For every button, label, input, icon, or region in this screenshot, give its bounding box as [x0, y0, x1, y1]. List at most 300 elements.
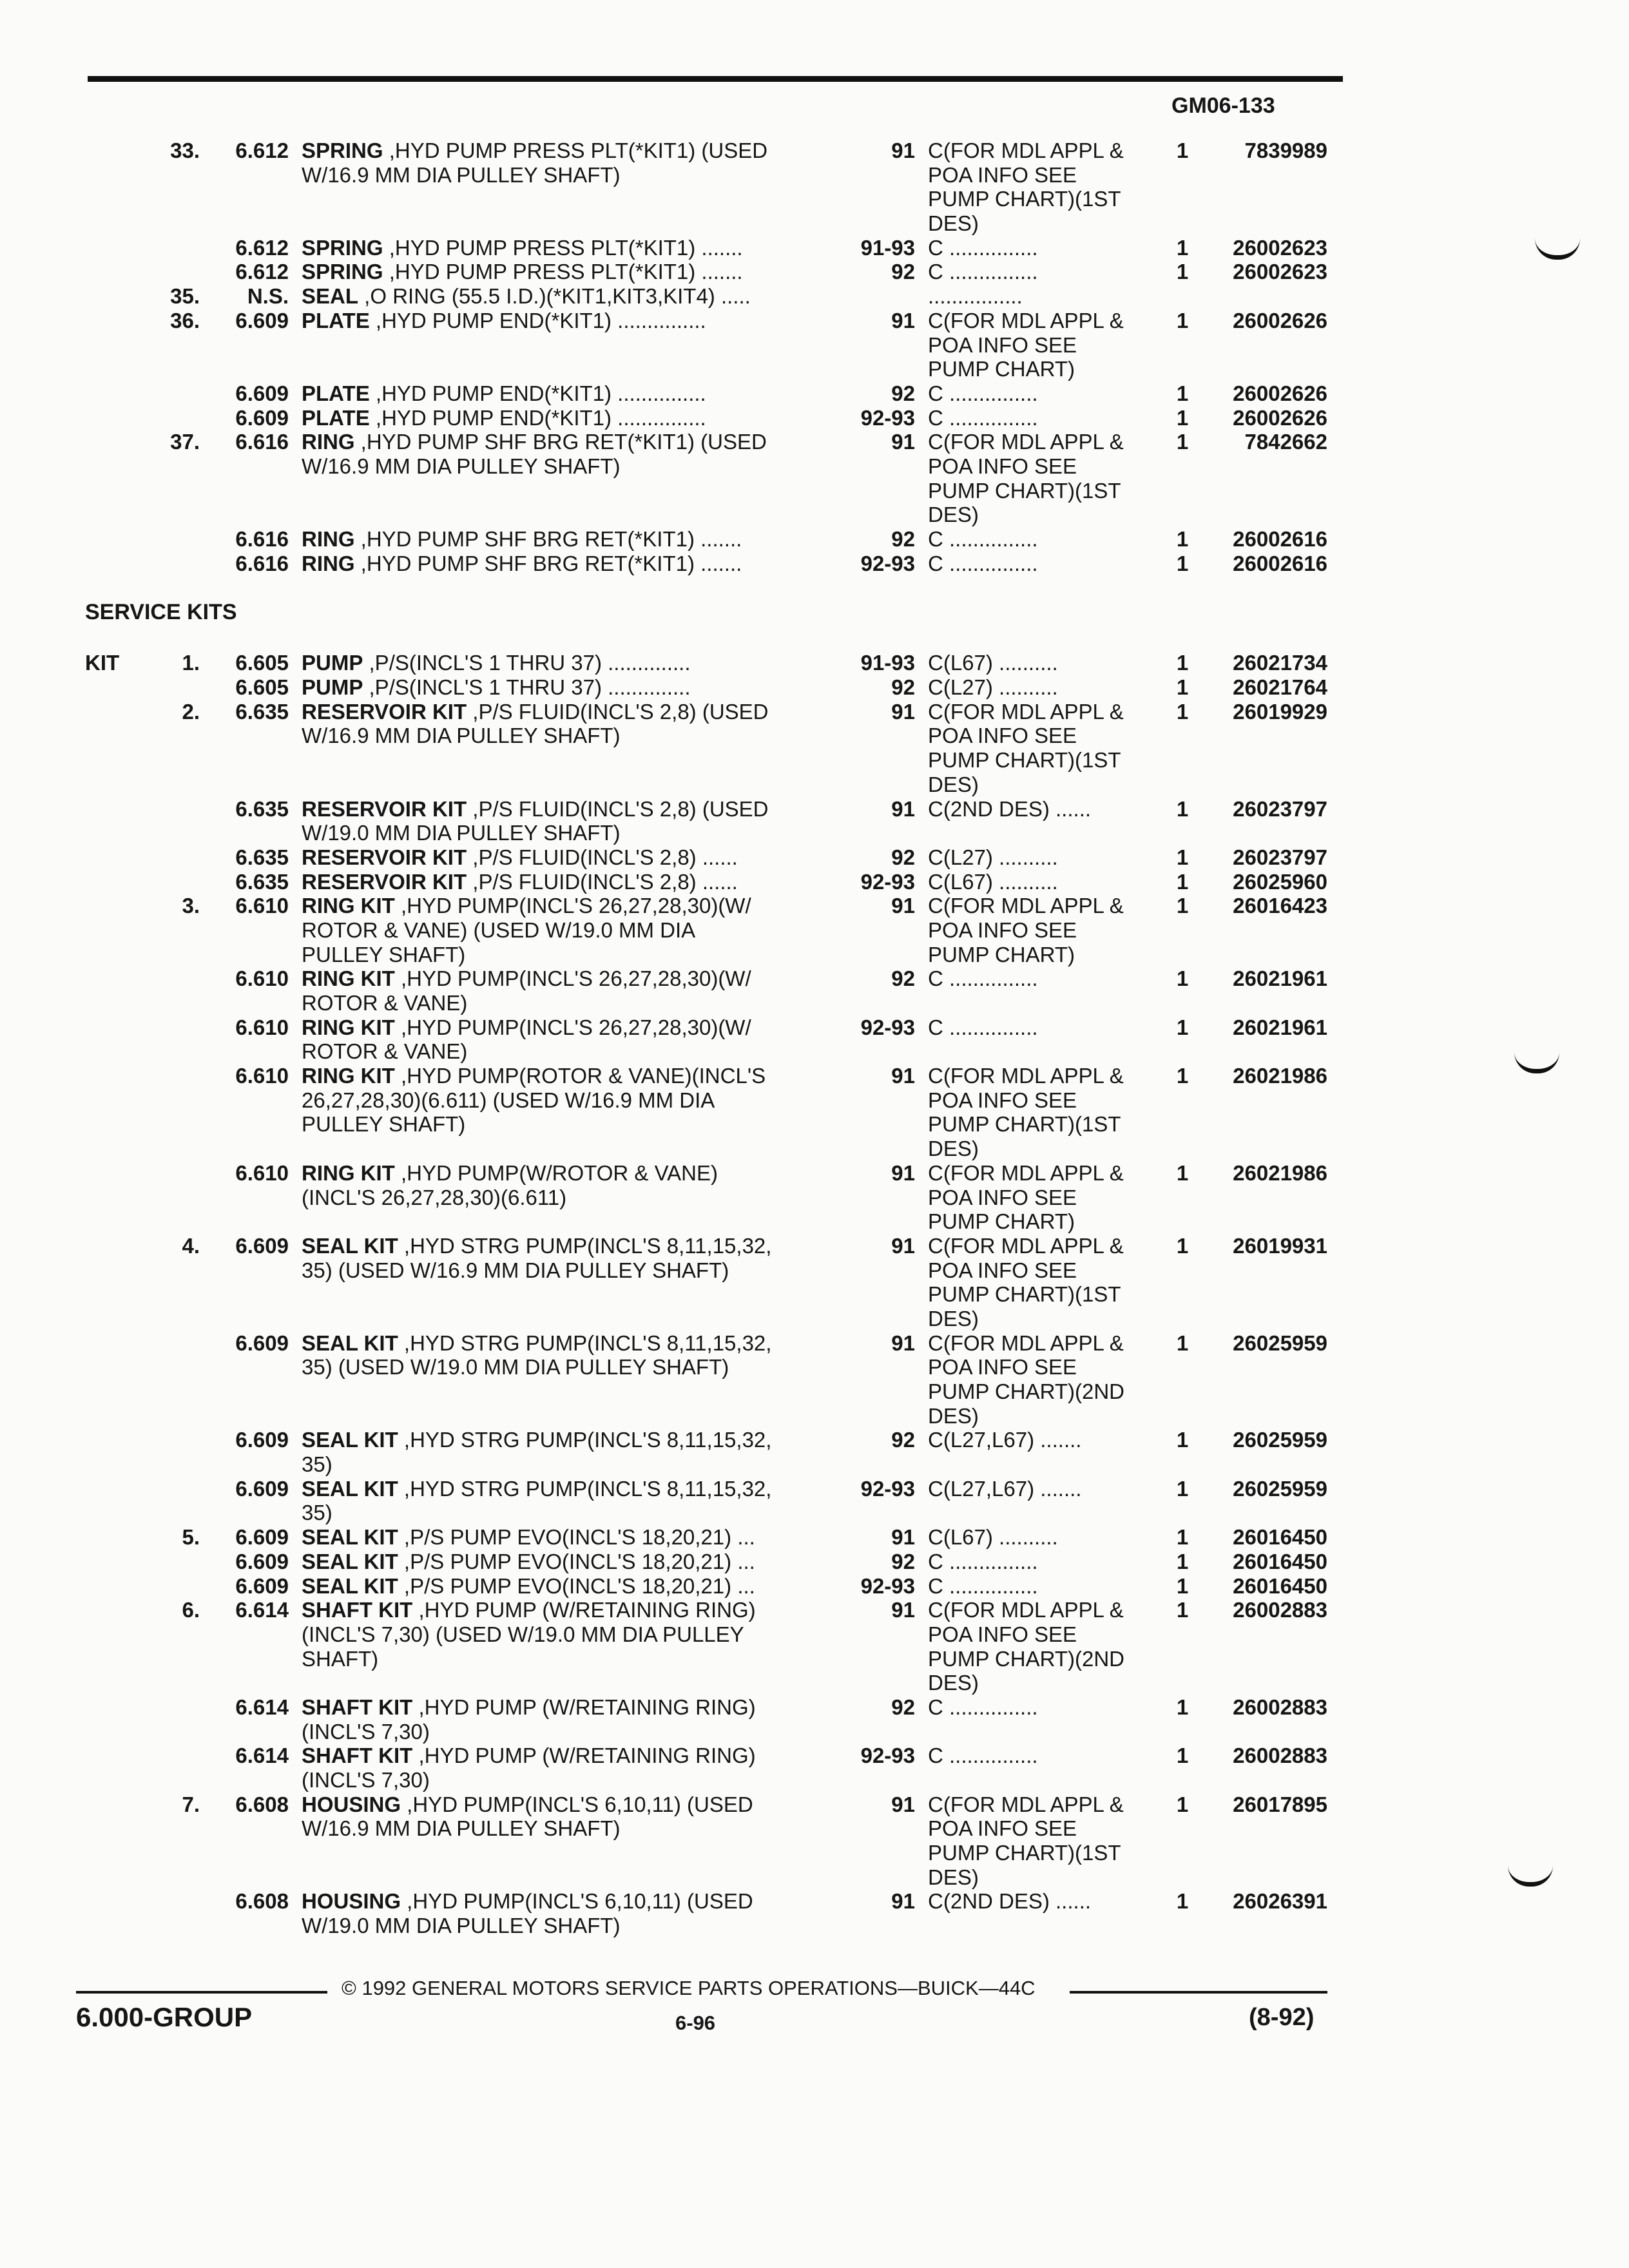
application: C(L27,L67) ....... — [928, 1428, 1082, 1452]
part-detail: ,HYD PUMP PRESS PLT(*KIT1) ....... — [383, 235, 743, 260]
part-number: 26016450 — [1233, 1525, 1327, 1550]
part-number: 26016423 — [1233, 894, 1327, 918]
group-number: 6.609 — [235, 1233, 289, 1258]
part-row — [0, 943, 1629, 967]
model-year: 92-93 — [860, 1744, 915, 1768]
part-description — [302, 1161, 718, 1186]
part-name: SEAL KIT — [302, 1331, 398, 1355]
part-number: 26016450 — [1233, 1573, 1327, 1598]
part-row — [0, 309, 1629, 333]
part-name: SEAL KIT — [302, 1525, 398, 1550]
part-name: RING — [302, 551, 355, 575]
model-year: 92-93 — [860, 869, 915, 894]
application: PUMP CHART)(1ST — [928, 187, 1121, 211]
part-row — [0, 700, 1629, 724]
quantity: 1 — [1176, 1889, 1189, 1914]
part-detail: ,HYD STRG PUMP(INCL'S 8,11,15,32, — [398, 1233, 772, 1258]
part-row — [0, 1064, 1629, 1088]
part-number: 26002616 — [1233, 551, 1327, 575]
application: DES) — [928, 503, 979, 527]
part-detail: ,P/S PUMP EVO(INCL'S 18,20,21) ... — [398, 1549, 755, 1573]
part-number: 26025959 — [1233, 1476, 1327, 1501]
application: C(FOR MDL APPL & — [928, 1792, 1124, 1816]
part-description — [302, 1816, 621, 1841]
group-number: 6.616 — [235, 551, 289, 575]
quantity: 1 — [1176, 1064, 1189, 1088]
application: POA INFO SEE — [928, 332, 1077, 357]
part-row — [0, 1161, 1629, 1186]
part-row — [0, 139, 1629, 163]
application: C ............... — [928, 1549, 1038, 1573]
part-row — [0, 1452, 1629, 1477]
part-detail: 35) (USED W/16.9 MM DIA PULLEY SHAFT) — [302, 1258, 729, 1282]
application: PUMP CHART)(1ST — [928, 478, 1121, 503]
part-number: 26002883 — [1233, 1598, 1327, 1622]
part-row — [0, 163, 1629, 187]
part-number: 26002623 — [1233, 235, 1327, 260]
part-description — [302, 870, 738, 894]
part-detail: 35) — [302, 1452, 333, 1477]
part-description — [302, 1768, 430, 1792]
group-number: 6.610 — [235, 1064, 289, 1088]
part-detail: ,O RING (55.5 I.D.)(*KIT1,KIT3,KIT4) ..... — [358, 284, 751, 309]
part-description — [302, 966, 751, 991]
part-number: 7842662 — [1244, 430, 1327, 454]
ref-number: 4. — [182, 1233, 200, 1258]
application: POA INFO SEE — [928, 162, 1077, 187]
part-row — [0, 870, 1629, 894]
part-row — [0, 1331, 1629, 1356]
part-description — [302, 1720, 430, 1744]
model-year: 92 — [891, 675, 915, 700]
part-name: HOUSING — [302, 1889, 401, 1914]
part-row — [0, 773, 1629, 797]
part-row — [0, 1720, 1629, 1744]
application: C(FOR MDL APPL & — [928, 1064, 1124, 1088]
part-row — [0, 1889, 1629, 1914]
part-name: RING — [302, 430, 355, 454]
group-number: 6.609 — [235, 1573, 289, 1598]
group-number: 6.616 — [235, 430, 289, 454]
quantity: 1 — [1176, 651, 1189, 675]
quantity: 1 — [1176, 1428, 1189, 1452]
part-description — [302, 1889, 753, 1914]
part-row — [0, 1258, 1629, 1283]
group-number: 6.609 — [235, 1476, 289, 1501]
group-number: 6.610 — [235, 1160, 289, 1185]
model-year: 91 — [891, 1331, 915, 1355]
part-detail: ,HYD PUMP SHF BRG RET(*KIT1) ....... — [354, 551, 742, 575]
part-number: 26021986 — [1233, 1160, 1327, 1185]
part-number: 26002626 — [1233, 308, 1327, 332]
part-description — [302, 1015, 751, 1040]
ref-number: 1. — [182, 651, 200, 675]
part-row — [0, 1865, 1629, 1890]
application: PUMP CHART) — [928, 357, 1075, 381]
part-number: 26021961 — [1233, 966, 1327, 991]
part-name: RING KIT — [302, 966, 395, 991]
part-description — [302, 406, 706, 430]
model-year: 91 — [891, 796, 915, 821]
application: PUMP CHART)(2ND — [928, 1379, 1124, 1403]
application: C ............... — [928, 1015, 1038, 1039]
part-number: 26023797 — [1233, 845, 1327, 869]
part-name: SHAFT KIT — [302, 1695, 413, 1719]
part-row — [0, 454, 1629, 479]
application: C(L27) .......... — [928, 675, 1058, 700]
application: DES) — [928, 1137, 979, 1161]
part-row — [0, 1792, 1629, 1817]
part-row — [0, 991, 1629, 1015]
part-description — [302, 1914, 621, 1938]
part-number: 26002883 — [1233, 1695, 1327, 1719]
part-description — [302, 430, 767, 454]
quantity: 1 — [1176, 845, 1189, 869]
quantity: 1 — [1176, 1331, 1189, 1355]
model-year: 91-93 — [860, 651, 915, 675]
model-year: 92 — [891, 1549, 915, 1573]
part-description — [302, 1550, 755, 1574]
quantity: 1 — [1176, 1573, 1189, 1598]
application: DES) — [928, 1306, 979, 1331]
part-detail: ,HYD PUMP END(*KIT1) ............... — [369, 405, 706, 430]
application: C ............... — [928, 966, 1038, 991]
part-number: 26002616 — [1233, 527, 1327, 551]
part-detail: ROTOR & VANE) (USED W/19.0 MM DIA — [302, 918, 696, 942]
part-row — [0, 1598, 1629, 1622]
part-number: 26023797 — [1233, 796, 1327, 821]
group-number: 6.608 — [235, 1889, 289, 1914]
part-detail: ,HYD PUMP(INCL'S 26,27,28,30)(W/ — [394, 1015, 751, 1039]
model-year: 92-93 — [860, 1476, 915, 1501]
part-description — [302, 918, 695, 943]
ref-number: 7. — [182, 1792, 200, 1816]
part-detail: ,HYD PUMP(INCL'S 26,27,28,30)(W/ — [394, 966, 751, 991]
application: C(FOR MDL APPL & — [928, 894, 1124, 918]
quantity: 1 — [1176, 1525, 1189, 1550]
application: DES) — [928, 1671, 979, 1695]
application: C ............... — [928, 1744, 1038, 1768]
part-row — [0, 1137, 1629, 1161]
part-detail: PULLEY SHAFT) — [302, 942, 466, 966]
part-description — [302, 1186, 566, 1210]
part-row — [0, 966, 1629, 991]
quantity: 1 — [1176, 1598, 1189, 1622]
part-description — [302, 527, 742, 552]
part-description — [302, 309, 706, 333]
application: PUMP CHART) — [928, 1209, 1075, 1234]
application: C(L67) .......... — [928, 651, 1058, 675]
group-number: 6.608 — [235, 1792, 289, 1816]
part-row — [0, 527, 1629, 552]
parts-list — [0, 139, 1629, 1938]
part-description — [302, 454, 621, 479]
part-row — [0, 1112, 1629, 1137]
application: POA INFO SEE — [928, 724, 1077, 748]
part-detail: ,HYD PUMP SHF BRG RET(*KIT1) (USED — [354, 430, 767, 454]
footer-rule-left — [76, 1991, 327, 1994]
application: DES) — [928, 772, 979, 796]
part-description — [302, 139, 767, 163]
part-detail: ,HYD PUMP(INCL'S 6,10,11) (USED — [401, 1792, 753, 1816]
part-name: SPRING — [302, 235, 383, 260]
footer-group: 6.000-GROUP — [76, 2002, 253, 2032]
part-detail: (INCL'S 7,30) — [302, 1768, 430, 1792]
part-detail: ,HYD PUMP (W/RETAINING RING) — [412, 1598, 756, 1622]
part-row — [0, 187, 1629, 211]
part-row — [0, 260, 1629, 284]
application: PUMP CHART) — [928, 942, 1075, 966]
part-row — [0, 651, 1629, 675]
part-description — [302, 1064, 766, 1088]
part-description — [302, 894, 751, 918]
part-name: RESERVOIR KIT — [302, 796, 467, 821]
group-number: N.S. — [247, 284, 289, 309]
part-detail: W/16.9 MM DIA PULLEY SHAFT) — [302, 162, 621, 187]
part-row — [0, 430, 1629, 454]
part-row — [0, 236, 1629, 260]
model-year: 92-93 — [860, 551, 915, 575]
group-number: 6.609 — [235, 308, 289, 332]
part-number: 26021961 — [1233, 1015, 1327, 1039]
part-number: 26002626 — [1233, 405, 1327, 430]
model-year: 92-93 — [860, 1015, 915, 1039]
part-description — [302, 943, 465, 967]
part-row — [0, 479, 1629, 503]
ref-number: 5. — [182, 1525, 200, 1550]
part-description — [302, 1598, 756, 1622]
part-row — [0, 406, 1629, 430]
application: C(L67) .......... — [928, 869, 1058, 894]
application: C ............... — [928, 1695, 1038, 1719]
group-number: 6.610 — [235, 894, 289, 918]
part-name: SEAL KIT — [302, 1233, 398, 1258]
part-name: RING KIT — [302, 1064, 395, 1088]
part-detail: ,HYD PUMP (W/RETAINING RING) — [412, 1695, 756, 1719]
part-description — [302, 1234, 771, 1258]
application: C(FOR MDL APPL & — [928, 430, 1124, 454]
part-description — [302, 1112, 465, 1137]
part-name: SEAL — [302, 284, 359, 309]
part-name: RING KIT — [302, 894, 395, 918]
application: C(FOR MDL APPL & — [928, 1598, 1124, 1622]
quantity: 1 — [1176, 1695, 1189, 1719]
part-row — [0, 1647, 1629, 1671]
part-row — [0, 894, 1629, 918]
part-detail: ROTOR & VANE) — [302, 991, 468, 1015]
part-row — [0, 1574, 1629, 1599]
part-row — [0, 918, 1629, 943]
part-row — [0, 1307, 1629, 1331]
ref-number: 6. — [182, 1598, 200, 1622]
quantity: 1 — [1176, 1015, 1189, 1039]
part-row — [0, 845, 1629, 870]
model-year: 91 — [891, 139, 915, 162]
part-name: SEAL KIT — [302, 1549, 398, 1573]
part-row — [0, 1550, 1629, 1574]
part-description — [302, 700, 769, 724]
part-description — [302, 163, 621, 187]
part-name: RESERVOIR KIT — [302, 845, 467, 869]
footer-copyright: © 1992 GENERAL MOTORS SERVICE PARTS OPERATIONS—BUICK—44C — [342, 1977, 1036, 1999]
quantity: 1 — [1176, 1792, 1189, 1816]
quantity: 1 — [1176, 381, 1189, 405]
quantity: 1 — [1176, 1233, 1189, 1258]
group-number: 6.614 — [235, 1744, 289, 1768]
model-year: 92 — [891, 1695, 915, 1719]
part-detail: W/16.9 MM DIA PULLEY SHAFT) — [302, 1816, 621, 1841]
part-detail: ,HYD STRG PUMP(INCL'S 8,11,15,32, — [398, 1331, 772, 1355]
part-number: 26017895 — [1233, 1792, 1327, 1816]
part-row — [0, 381, 1629, 406]
part-description — [302, 1792, 753, 1817]
model-year: 91 — [891, 1525, 915, 1550]
model-year: 91 — [891, 1064, 915, 1088]
part-detail: ,P/S FLUID(INCL'S 2,8) (USED — [467, 699, 769, 724]
model-year: 92 — [891, 845, 915, 869]
group-number: 6.609 — [235, 1428, 289, 1452]
part-number: 26019931 — [1233, 1233, 1327, 1258]
part-description — [302, 1331, 771, 1356]
part-row — [0, 1428, 1629, 1452]
part-detail: ,HYD PUMP END(*KIT1) ............... — [369, 308, 706, 332]
section-title: SERVICE KITS — [85, 600, 237, 625]
part-detail: ,P/S FLUID(INCL'S 2,8) (USED — [467, 796, 769, 821]
model-year: 92 — [891, 381, 915, 405]
part-detail: ,HYD PUMP PRESS PLT(*KIT1) ....... — [383, 260, 743, 284]
group-number: 6.610 — [235, 1015, 289, 1039]
part-description — [302, 552, 742, 576]
part-number: 26021986 — [1233, 1064, 1327, 1088]
part-name: SEAL KIT — [302, 1476, 398, 1501]
part-description — [302, 1088, 715, 1113]
part-row — [0, 1355, 1629, 1379]
part-description — [302, 1428, 771, 1452]
part-description — [302, 1501, 333, 1525]
group-number: 6.605 — [235, 651, 289, 675]
part-number: 26002626 — [1233, 381, 1327, 405]
part-detail: W/16.9 MM DIA PULLEY SHAFT) — [302, 454, 621, 478]
part-row — [0, 211, 1629, 236]
group-number: 6.610 — [235, 966, 289, 991]
part-row — [0, 1234, 1629, 1258]
quantity: 1 — [1176, 551, 1189, 575]
model-year: 91 — [891, 1792, 915, 1816]
group-number: 6.609 — [235, 1549, 289, 1573]
model-year: 92 — [891, 527, 915, 551]
part-row — [0, 1768, 1629, 1792]
part-name: RESERVOIR KIT — [302, 869, 467, 894]
part-detail: 35) — [302, 1501, 333, 1525]
part-detail: (INCL'S 26,27,28,30)(6.611) — [302, 1185, 567, 1209]
part-description — [302, 821, 621, 845]
group-number: 6.609 — [235, 381, 289, 405]
application: DES) — [928, 1865, 979, 1889]
part-description — [302, 1355, 729, 1379]
part-description — [302, 1647, 378, 1671]
part-detail: ,P/S PUMP EVO(INCL'S 18,20,21) ... — [398, 1525, 755, 1550]
model-year: 91 — [891, 430, 915, 454]
quantity: 1 — [1176, 675, 1189, 700]
part-detail: ,HYD PUMP(ROTOR & VANE)(INCL'S — [394, 1064, 766, 1088]
application: POA INFO SEE — [928, 1622, 1077, 1646]
group-number: 6.616 — [235, 527, 289, 551]
part-description — [302, 1574, 755, 1599]
group-number: 6.605 — [235, 675, 289, 700]
model-year: 91-93 — [860, 235, 915, 260]
part-description — [302, 651, 691, 675]
part-name: SPRING — [302, 139, 383, 162]
group-number: 6.612 — [235, 260, 289, 284]
part-description — [302, 1695, 756, 1720]
part-description — [302, 1525, 755, 1550]
model-year: 92 — [891, 966, 915, 991]
part-name: SEAL KIT — [302, 1573, 398, 1598]
model-year: 91 — [891, 1889, 915, 1914]
part-detail: ,HYD PUMP PRESS PLT(*KIT1) (USED — [383, 139, 768, 162]
application: C(2ND DES) ...... — [928, 1889, 1092, 1914]
part-description — [302, 845, 738, 870]
part-row — [0, 1744, 1629, 1768]
quantity: 1 — [1176, 405, 1189, 430]
part-detail: 35) (USED W/19.0 MM DIA PULLEY SHAFT) — [302, 1355, 729, 1379]
part-row — [0, 1695, 1629, 1720]
application: PUMP CHART)(1ST — [928, 1282, 1121, 1307]
part-detail: ROTOR & VANE) — [302, 1039, 468, 1064]
quantity: 1 — [1176, 527, 1189, 551]
part-detail: PULLEY SHAFT) — [302, 1112, 466, 1137]
group-number: 6.609 — [235, 1525, 289, 1550]
part-row — [0, 1622, 1629, 1647]
part-number: 26026391 — [1233, 1889, 1327, 1914]
part-row — [0, 821, 1629, 845]
part-detail: ,HYD STRG PUMP(INCL'S 8,11,15,32, — [398, 1476, 772, 1501]
part-name: RESERVOIR KIT — [302, 699, 467, 724]
part-number: 26002623 — [1233, 260, 1327, 284]
part-row — [0, 1209, 1629, 1234]
model-year: 91 — [891, 1233, 915, 1258]
part-name: SHAFT KIT — [302, 1744, 413, 1768]
group-number: 6.614 — [235, 1695, 289, 1719]
application: POA INFO SEE — [928, 454, 1077, 478]
footer-rule-right — [1070, 1991, 1327, 1994]
part-description — [302, 1039, 467, 1064]
ref-number: 33. — [170, 139, 200, 162]
part-row — [0, 1816, 1629, 1841]
quantity: 1 — [1176, 1549, 1189, 1573]
part-number: 26025959 — [1233, 1428, 1327, 1452]
section-header-row — [0, 575, 1629, 625]
part-row — [0, 1841, 1629, 1865]
application: C(FOR MDL APPL & — [928, 308, 1124, 332]
part-detail: 26,27,28,30)(6.611) (USED W/16.9 MM DIA — [302, 1088, 715, 1112]
ref-number: 37. — [170, 430, 200, 454]
part-row — [0, 1039, 1629, 1064]
application: C(FOR MDL APPL & — [928, 139, 1124, 162]
part-detail: (INCL'S 7,30) (USED W/19.0 MM DIA PULLEY — [302, 1622, 744, 1646]
part-row — [0, 1015, 1629, 1040]
quantity: 1 — [1176, 308, 1189, 332]
part-number: 26002883 — [1233, 1744, 1327, 1768]
quantity: 1 — [1176, 260, 1189, 284]
application: PUMP CHART)(1ST — [928, 1112, 1121, 1137]
part-detail: ,HYD PUMP(W/ROTOR & VANE) — [394, 1160, 718, 1185]
part-description — [302, 675, 691, 700]
part-detail: (INCL'S 7,30) — [302, 1719, 430, 1744]
application: PUMP CHART)(2ND — [928, 1646, 1124, 1671]
part-name: PLATE — [302, 381, 370, 405]
quantity: 1 — [1176, 966, 1189, 991]
